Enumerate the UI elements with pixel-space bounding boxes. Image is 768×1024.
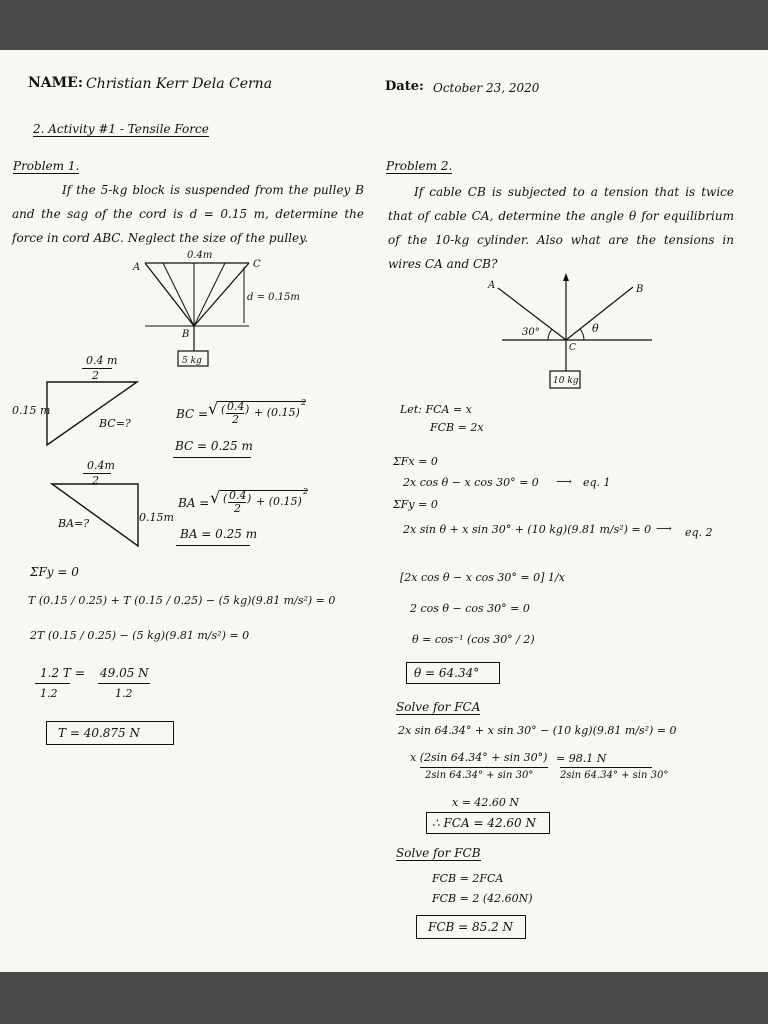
fig1-point-b: B [182, 329, 190, 340]
p2-eq1-arrow: ⟶ [556, 475, 572, 488]
date-label: Date: [385, 79, 424, 94]
p1-eq3-den-l: 1.2 [40, 687, 58, 700]
bc-eq-num: 0.4 [227, 400, 245, 413]
tri-ba-top-num: 0.4m [87, 459, 115, 472]
problem1-title: Problem 1. [13, 159, 80, 173]
p1-eq3-lhs: 1.2 T [40, 666, 71, 680]
p2-fca-eq2-den-r: 2sin 64.34° + sin 30° [560, 770, 669, 781]
p2-fcb-answer: FCB = 85.2 N [428, 920, 514, 934]
fig2-point-b: B [636, 284, 644, 295]
p2-fca-eq1: 2x sin 64.34° + x sin 30° − (10 kg)(9.81 m/s²) = 0 [398, 724, 677, 737]
p2-eq-fy-tag: eq. 2 [685, 526, 713, 539]
bc-sqrt-sign: √ [208, 399, 219, 418]
p2-eq-fx-tag: eq. 1 [583, 476, 611, 489]
p2-let1: Let: FCA = x [400, 403, 472, 416]
p2-sum-fy: ΣFy = 0 [393, 498, 438, 511]
bc-eq-term: + (0.15) [254, 406, 300, 419]
p1-eq3-equals: = [75, 666, 86, 680]
p1-eq3-rhs: 49.05 N [100, 666, 149, 680]
p2-fca-eq2-rhs: = 98.1 N [556, 752, 607, 765]
tri-ba-side-label: 0.15m [139, 511, 174, 524]
fig1-span-label: 0.4m [187, 250, 213, 261]
p2-eq-fx: 2x cos θ − x cos 30° = 0 [403, 476, 539, 489]
fig2-point-c: C [569, 343, 576, 353]
bc-paren-close: ) [245, 403, 250, 416]
ba-eq-num: 0.4 [229, 489, 247, 502]
p1-eq3-den-r: 1.2 [115, 687, 133, 700]
p2-step1: [2x cos θ − x cos 30° = 0] 1/x [400, 571, 565, 584]
ba-eq-lhs: BA = [178, 496, 210, 510]
activity-title: 2. Activity #1 - Tensile Force [33, 122, 209, 136]
ba-eq-den: 2 [234, 502, 241, 515]
ba-paren-close: ) [247, 492, 252, 505]
p1-answer: T = 40.875 N [58, 726, 140, 740]
p2-fcb-eq2: FCB = 2 (42.60N) [432, 892, 533, 905]
p2-step2: 2 cos θ − cos 30° = 0 [410, 602, 530, 615]
ba-sqrt-sign: √ [210, 488, 221, 507]
problem1-statement: If the 5-kg block is suspended from the pulley B and the sag of the cord is d = 0.15 m, determine the force in cord ABC. Neglect the size of the pulley. [12, 183, 364, 245]
tri-bc-side-label: 0.15 m [12, 404, 51, 417]
fig1-point-c: C [253, 259, 261, 270]
ba-eq-term: + (0.15) [256, 495, 302, 508]
p2-fca-eq2-lhs: x (2sin 64.34° + sin 30°) [410, 751, 548, 764]
fig2-point-a: A [488, 280, 496, 291]
p2-sum-fx: ΣFx = 0 [393, 455, 438, 468]
fig2-block-label: 10 kg [553, 376, 579, 386]
problem2-figure [480, 270, 660, 390]
tri-bc-top-den: 2 [92, 369, 99, 382]
p1-eq2: 2T (0.15 / 0.25) − (5 kg)(9.81 m/s²) = 0 [30, 629, 250, 642]
bc-exp: 2 [301, 398, 307, 407]
problem1-figure [125, 245, 305, 380]
p2-fca-eq2-den-l: 2sin 64.34° + sin 30° [425, 770, 534, 781]
bc-result: BC = 0.25 m [175, 439, 253, 453]
p2-fca-answer: ∴ FCA = 42.60 N [432, 816, 536, 830]
fig1-sag-label: d = 0.15m [247, 292, 300, 303]
bc-eq-lhs: BC = [176, 407, 209, 421]
tri-bc-figure [45, 380, 145, 450]
tri-ba-top-den: 2 [92, 474, 99, 487]
problem2-title: Problem 2. [386, 159, 453, 173]
p2-fcb-eq1: FCB = 2FCA [432, 872, 504, 885]
problem2-statement: If cable CB is subjected to a tension that is twice that of cable CA, determine the angle θ for equilibrium of the 10-kg cylinder. Also what are the tensions in wires CA and CB? [388, 185, 734, 271]
tri-bc-hyp-label: BC=? [99, 417, 131, 430]
date-value: October 23, 2020 [433, 81, 540, 95]
ba-result: BA = 0.25 m [180, 527, 258, 541]
fig1-block-label: 5 kg [182, 356, 202, 366]
tri-ba-hyp-label: BA=? [58, 517, 90, 530]
fig1-point-a: A [133, 262, 141, 273]
p2-eq2-arrow: ⟶ [656, 522, 672, 535]
p2-solve-fcb-title: Solve for FCB [396, 846, 481, 860]
fig2-angle-a: 30° [522, 327, 540, 338]
fig2-angle-b: θ [592, 322, 599, 335]
p1-sum-fy: ΣFy = 0 [30, 565, 79, 579]
p2-step3: θ = cos⁻¹ (cos 30° / 2) [412, 633, 535, 646]
bc-eq-den: 2 [232, 413, 239, 426]
p2-solve-fca-title: Solve for FCA [396, 700, 481, 714]
p2-let2: FCB = 2x [430, 421, 484, 434]
name-label: NAME: [28, 75, 83, 91]
tri-bc-top-num: 0.4 m [86, 354, 118, 367]
p2-eq-fy: 2x sin θ + x sin 30° + (10 kg)(9.81 m/s²) = 0 [403, 523, 652, 536]
name-value: Christian Kerr Dela Cerna [86, 76, 273, 92]
p2-fca-x: x = 42.60 N [452, 796, 520, 809]
p1-eq1: T (0.15 / 0.25) + T (0.15 / 0.25) − (5 kg)(9.81 m/s²) = 0 [28, 594, 336, 607]
p2-theta-answer: θ = 64.34° [414, 666, 480, 680]
bc-paren-open: ( [221, 403, 226, 416]
ba-exp: 2 [303, 487, 309, 496]
ba-paren-open: ( [223, 492, 228, 505]
